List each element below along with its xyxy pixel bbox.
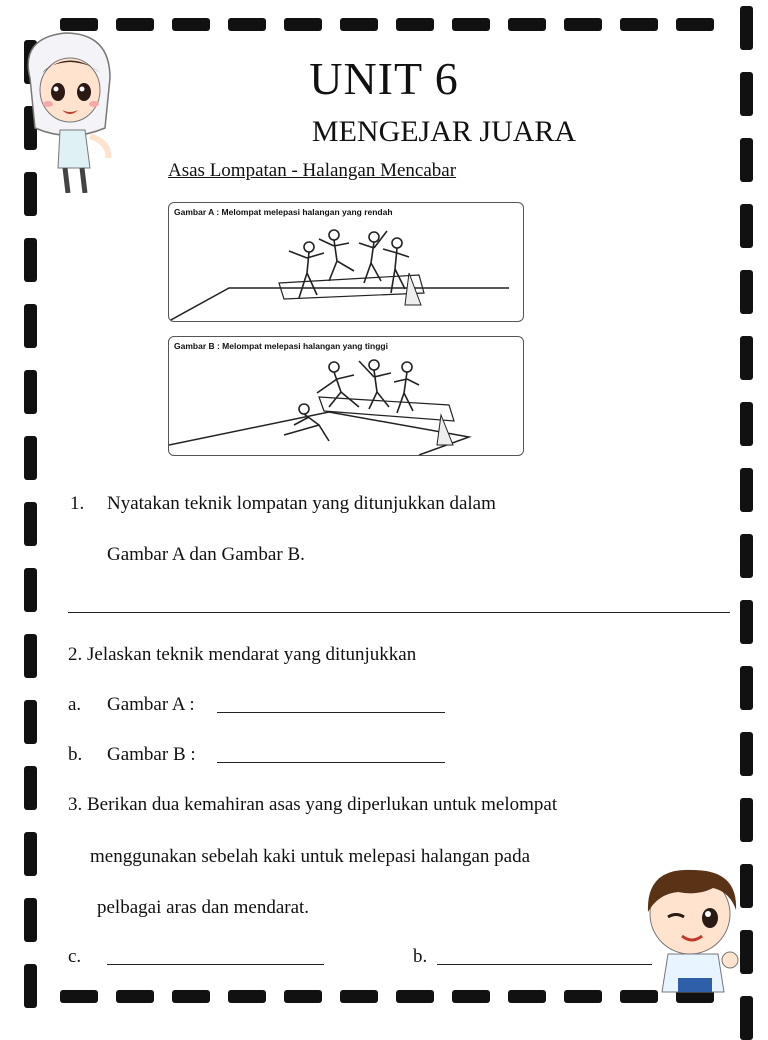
border-dash [24, 502, 37, 546]
question-3-answer-b-field[interactable] [437, 946, 652, 971]
border-dash [740, 6, 753, 50]
question-3-answer-b-marker: b. [413, 946, 428, 967]
chapter-title: MENGEJAR JUARA [311, 115, 577, 148]
question-3-answer-c-marker: c. [68, 946, 82, 967]
low-hurdle-jump-illustration [169, 203, 523, 321]
border-dash [60, 990, 98, 1003]
border-dash [24, 370, 37, 414]
border-dash [740, 468, 753, 512]
question-2-item-a-answer-field[interactable] [217, 694, 445, 719]
border-dash [740, 996, 753, 1040]
girl-mascot-illustration [10, 18, 120, 193]
border-dash [24, 898, 37, 942]
border-dash [508, 990, 546, 1003]
border-dash [564, 990, 602, 1003]
border-dash [24, 436, 37, 480]
question-2-item-b-label: Gambar B : [107, 744, 196, 765]
question-3-answer-c-field[interactable] [107, 946, 324, 971]
question-3-line-2: menggunakan sebelah kaki untuk melepasi halangan pada [90, 846, 531, 867]
border-dash [740, 666, 753, 710]
high-hurdle-jump-illustration [169, 337, 523, 455]
question-1-line-1: Nyatakan teknik lompatan yang ditunjukkan dalam [107, 493, 496, 514]
border-dash [228, 18, 266, 31]
border-dash [740, 270, 753, 314]
border-dash [116, 18, 154, 31]
question-3-line-3: pelbagai aras dan mendarat. [97, 897, 310, 918]
border-dash [396, 990, 434, 1003]
border-dash [228, 990, 266, 1003]
border-dash [284, 990, 322, 1003]
question-2-item-b-answer-field[interactable] [217, 744, 445, 769]
border-dash [564, 18, 602, 31]
unit-title: UNIT 6 [309, 53, 459, 104]
border-dash [284, 18, 322, 31]
border-dash [24, 238, 37, 282]
border-dash [740, 600, 753, 644]
border-dash [676, 18, 714, 31]
border-dash [24, 304, 37, 348]
border-dash [24, 634, 37, 678]
border-dash [24, 832, 37, 876]
border-dash [24, 700, 37, 744]
question-1-number: 1. [70, 493, 85, 514]
question-3-line-1: 3. Berikan dua kemahiran asas yang diperlukan untuk melompat [68, 794, 558, 815]
border-dash [24, 964, 37, 1008]
border-dash [620, 18, 658, 31]
figure-a-box [168, 202, 524, 322]
question-2-text: 2. Jelaskan teknik mendarat yang ditunjukkan [68, 644, 417, 665]
border-dash [740, 402, 753, 446]
topic-heading: Asas Lompatan - Halangan Mencabar [168, 160, 457, 181]
border-dash [24, 766, 37, 810]
figure-a-caption: Gambar A : Melompat melepasi halangan yang rendah [174, 207, 393, 217]
question-1-answer-field[interactable] [68, 594, 730, 619]
border-dash [452, 18, 490, 31]
border-dash [740, 798, 753, 842]
border-dash [340, 18, 378, 31]
question-2-item-a-marker: a. [68, 694, 82, 715]
question-1-line-2: Gambar A dan Gambar B. [107, 544, 305, 565]
border-dash [172, 18, 210, 31]
border-dash [116, 990, 154, 1003]
border-dash [24, 568, 37, 612]
boy-mascot-illustration [638, 862, 750, 996]
border-dash [740, 534, 753, 578]
border-dash [340, 990, 378, 1003]
border-dash [396, 18, 434, 31]
question-2-item-b-marker: b. [68, 744, 83, 765]
border-dash [172, 990, 210, 1003]
border-dash [740, 732, 753, 776]
border-dash [508, 18, 546, 31]
question-2-item-a-label: Gambar A : [107, 694, 195, 715]
figure-b-box [168, 336, 524, 456]
border-dash [740, 204, 753, 248]
figure-b-caption: Gambar B : Melompat melepasi halangan yang tinggi [174, 341, 388, 351]
border-dash [452, 990, 490, 1003]
border-dash [740, 336, 753, 380]
